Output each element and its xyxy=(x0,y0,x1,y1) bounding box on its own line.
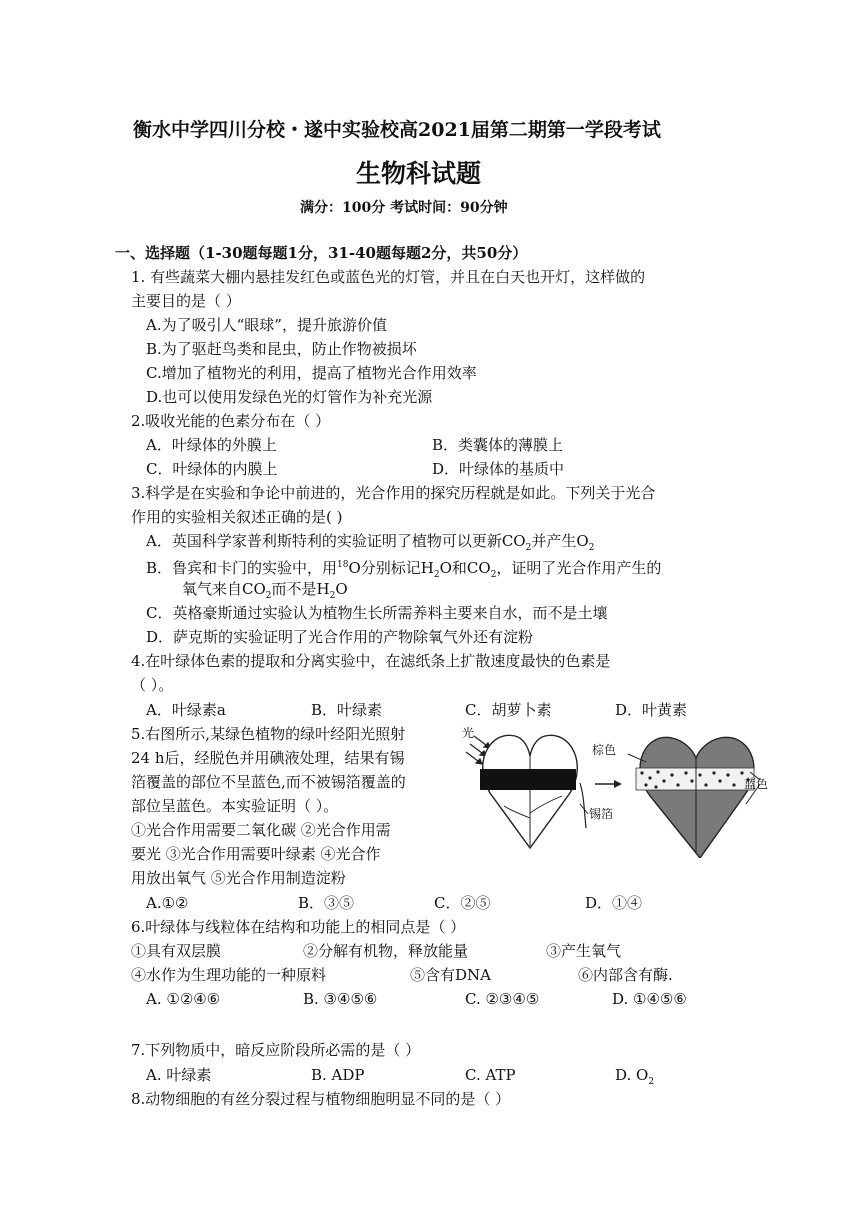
q7-stem: 7.下列物质中，暗反应阶段所必需的是（ ） xyxy=(131,1041,421,1059)
q5-stem-line2: 24 h后，经脱色并用碘液处理，结果有锡 xyxy=(131,749,405,767)
fig-label-foil: 锡箔 xyxy=(589,807,614,821)
q3-a-text: A．英国科学家普利斯特利的实验证明了植物可以更新CO xyxy=(146,532,526,550)
q4-stem-cont: （ ）。 xyxy=(131,676,174,694)
q6-item-3: ③产生氧气 xyxy=(546,942,622,960)
exam-header: 衡水中学四川分校・遂中实验校高2021届第二期第一学段考试 xyxy=(133,119,661,141)
subscript: 2 xyxy=(433,570,440,580)
q5-option-b: B．③⑤ xyxy=(298,894,355,912)
q5-stem-line4: 部位呈蓝色。本实验证明（ ）。 xyxy=(131,797,339,815)
q2-option-d: D．叶绿体的基质中 xyxy=(432,460,565,478)
q3-b-text-2: O分别标记H xyxy=(348,559,434,577)
section-heading: 一、选择题（1-30题每题1分，31-40题每题2分，共50分） xyxy=(115,244,528,262)
q3-b2-text-2: 而不是H xyxy=(271,580,330,598)
q4-option-c: C．胡萝卜素 xyxy=(465,701,552,719)
superscript: 18 xyxy=(337,560,349,570)
q3-option-c: C．英格豪斯通过实验认为植物生长所需养料主要来自水，而不是土壤 xyxy=(146,604,608,622)
leaf-right xyxy=(640,737,754,858)
q6-item-6: ⑥内部含有酶. xyxy=(578,966,673,984)
q3-option-a xyxy=(146,531,594,558)
q2-stem: 2.吸收光能的色素分布在（ ） xyxy=(131,412,331,430)
q3-b-text-4: ，证明了光合作用产生的 xyxy=(496,559,662,577)
q2-option-a: A．叶绿体的外膜上 xyxy=(146,436,277,454)
leaf-experiment-figure xyxy=(460,718,780,858)
q6-option-d: D. ①④⑤⑥ xyxy=(612,990,687,1008)
q5-option-a: A.①② xyxy=(146,894,189,912)
tin-foil-strip xyxy=(480,769,576,790)
q5-stem-line6: 要光 ③光合作用需要叶绿素 ④光合作 xyxy=(131,845,381,863)
q2-option-c: C．叶绿体的内膜上 xyxy=(146,460,278,478)
q5-option-d: D．①④ xyxy=(585,894,643,912)
q6-option-c: C. ②③④⑤ xyxy=(465,990,540,1008)
fig-label-brown: 棕色 xyxy=(592,743,617,757)
subscript: 2 xyxy=(588,543,595,553)
subscript: 2 xyxy=(490,570,497,580)
q7-option-a: A. 叶绿素 xyxy=(146,1066,212,1084)
q6-item-4: ④水作为生理功能的一种原料 xyxy=(131,966,327,984)
q4-stem: 4.在叶绿体色素的提取和分离实验中，在滤纸条上扩散速度最快的色素是 xyxy=(131,652,611,670)
q5-stem-line3: 箔覆盖的部位不呈蓝色,而不被锡箔覆盖的 xyxy=(131,773,406,791)
q6-item-1: ①具有双层膜 xyxy=(131,942,222,960)
q5-stem-line1: 5.右图所示,某绿色植物的绿叶经阳光照射 xyxy=(131,725,406,743)
q7-option-b: B. ADP xyxy=(311,1066,365,1084)
q1-option-b: B.为了驱赶鸟类和昆虫，防止作物被损坏 xyxy=(146,340,417,358)
subscript: 2 xyxy=(329,591,336,601)
q4-option-b: B．叶绿素 xyxy=(311,701,383,719)
q3-b2-text-3: O xyxy=(335,580,348,598)
q6-stem: 6.叶绿体与线粒体在结构和功能上的相同点是（ ） xyxy=(131,918,466,936)
q3-b-text: B．鲁宾和卡门的实验中，用 xyxy=(146,559,338,577)
q1-stem: 1. 有些蔬菜大棚内悬挂发红色或蓝色光的灯管，并且在白天也开灯，这样做的 xyxy=(131,268,646,286)
q1-option-a: A.为了吸引人“眼球”，提升旅游价值 xyxy=(146,316,387,334)
q6-option-b: B. ③④⑤⑥ xyxy=(303,990,378,1008)
q6-item-5: ⑤含有DNA xyxy=(410,966,491,984)
q3-stem: 3.科学是在实验和争论中前进的，光合作用的探究历程就是如此。下列关于光合 xyxy=(131,484,656,502)
q4-option-d: D．叶黄素 xyxy=(615,701,688,719)
q3-option-b-cont xyxy=(182,579,348,606)
q7-option-d xyxy=(615,1065,654,1092)
q1-stem-cont: 主要目的是（ ） xyxy=(131,292,241,310)
q7-d-text: D. O xyxy=(615,1066,649,1084)
q3-option-d: D．萨克斯的实验证明了光合作用的产物除氧气外还有淀粉 xyxy=(146,628,534,646)
q5-option-c: C．②⑤ xyxy=(434,894,491,912)
q6-item-2: ②分解有机物，释放能量 xyxy=(303,942,469,960)
q3-b2-text: 氧气来自CO xyxy=(182,580,266,598)
arrow-right-icon xyxy=(595,780,622,788)
subscript: 2 xyxy=(525,543,532,553)
q8-stem: 8.动物细胞的有丝分裂过程与植物细胞明显不同的是（ ） xyxy=(131,1090,511,1108)
fig-label-light: 光 xyxy=(462,726,475,740)
q1-option-c: C.增加了植物光的利用，提高了植物光合作用效率 xyxy=(146,364,477,382)
covered-band xyxy=(636,768,754,790)
q5-stem-line7: 用放出氧气 ⑤光合作用制造淀粉 xyxy=(131,869,346,887)
score-time-info: 满分：100分 考试时间：90分钟 xyxy=(300,200,508,216)
q3-b-text-3: O和CO xyxy=(439,559,491,577)
q5-stem-line5: ①光合作用需要二氧化碳 ②光合作用需 xyxy=(131,821,391,839)
q6-option-a: A. ①②④⑥ xyxy=(146,990,221,1008)
q3-stem-cont: 作用的实验相关叙述正确的是( ) xyxy=(131,508,343,526)
q1-option-d: D.也可以使用发绿色光的灯管作为补充光源 xyxy=(146,388,433,406)
subscript: 2 xyxy=(265,591,272,601)
q4-option-a: A．叶绿素a xyxy=(146,701,226,719)
q2-option-b: B．类囊体的薄膜上 xyxy=(432,436,564,454)
subscript: 2 xyxy=(648,1077,655,1087)
page-title: 生物科试题 xyxy=(356,159,482,188)
q7-option-c: C. ATP xyxy=(465,1066,516,1084)
q3-a-text-2: 并产生O xyxy=(531,532,589,550)
fig-label-blue: 蓝色 xyxy=(744,777,769,791)
